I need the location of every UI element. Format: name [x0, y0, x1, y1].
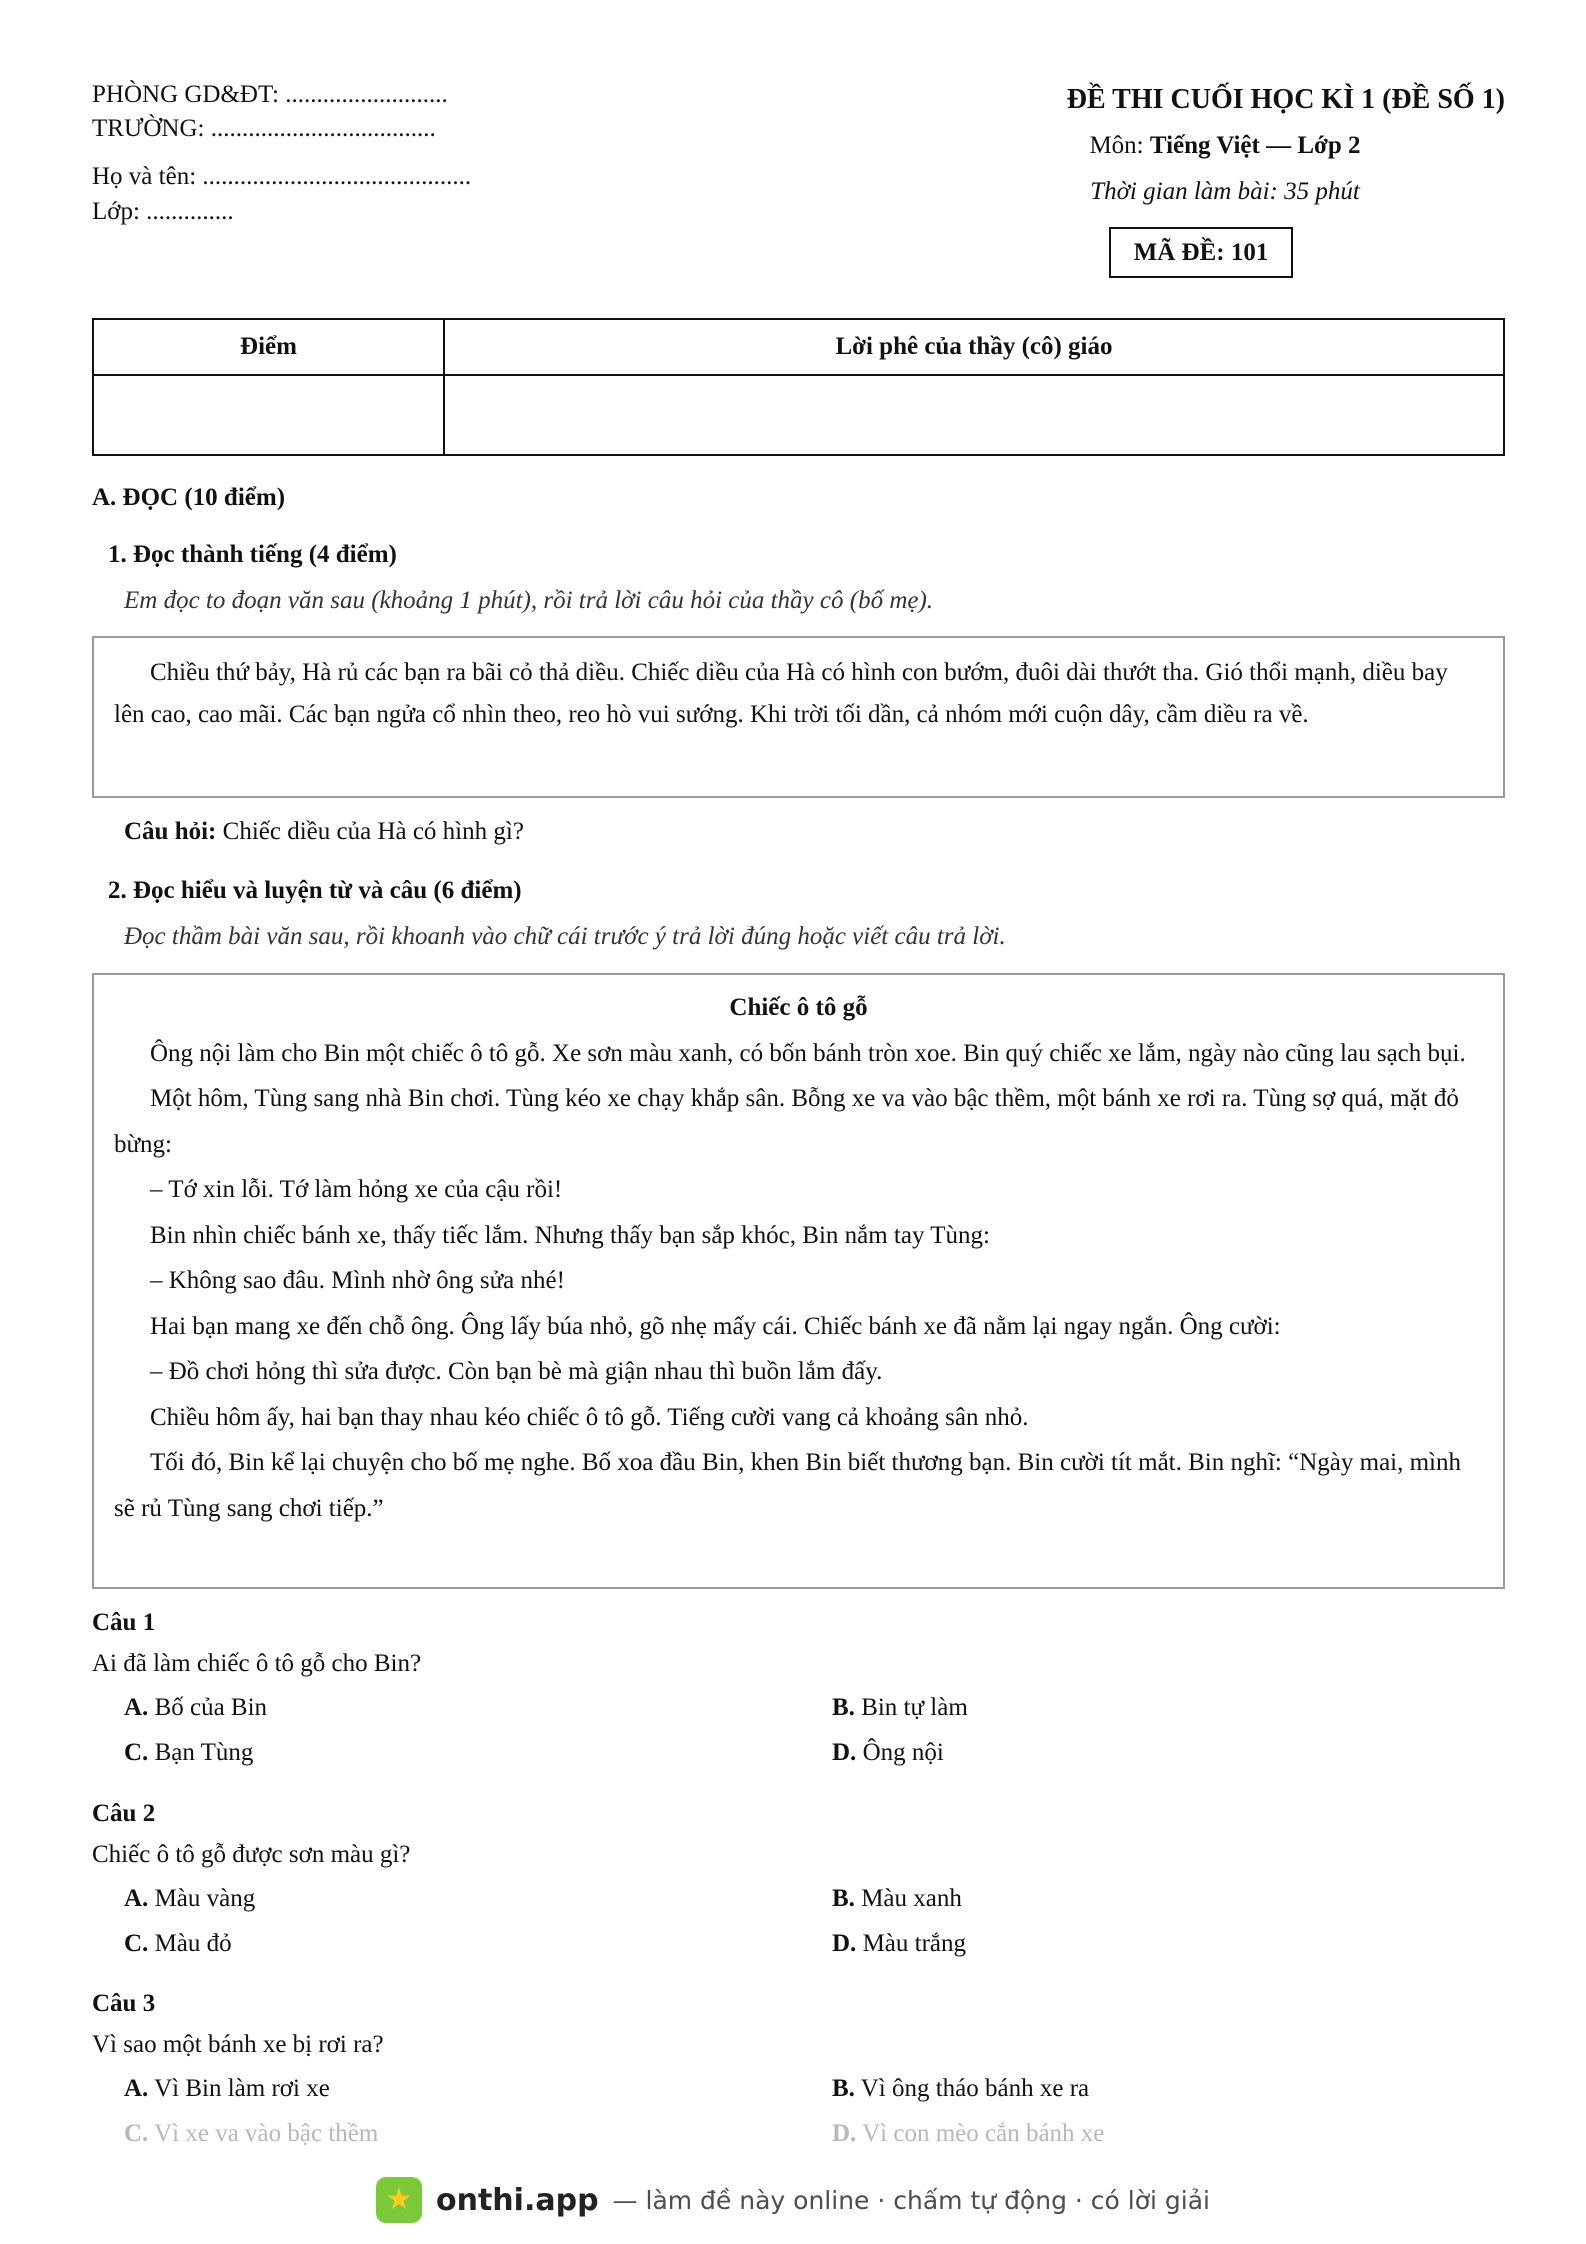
story-paragraph: Ông nội làm cho Bin một chiếc ô tô gỗ. Xe sơn màu xanh, có bốn bánh tròn xoe. Bin quý chiếc xe lắm, ngày nào cũng lau sạch bụi.	[150, 1039, 1466, 1067]
option-row	[92, 1685, 1505, 1730]
option-b[interactable]	[832, 2066, 1089, 2111]
story-paragraph: – Không sao đâu. Mình nhờ ông sửa nhé!	[150, 1267, 565, 1294]
option-text: Bạn Tùng	[148, 1739, 254, 1766]
score-table	[92, 318, 1505, 456]
option-row	[92, 1876, 1505, 1921]
option-letter: C.	[124, 1739, 149, 1766]
subject-line	[945, 132, 1505, 160]
option-row	[92, 2066, 1505, 2111]
option-c[interactable]	[124, 1730, 253, 1775]
option-row	[92, 1921, 1505, 1966]
story-paragraph: Bin nhìn chiếc bánh xe, thấy tiếc lắm. Nhưng thấy bạn sắp khóc, Bin nắm tay Tùng:	[150, 1221, 990, 1249]
question-text: Ai đã làm chiếc ô tô gỗ cho Bin?	[92, 1650, 422, 1677]
story-paragraph: – Đồ chơi hỏng thì sửa được. Còn bạn bè mà giận nhau thì buồn lắm đấy.	[150, 1358, 883, 1385]
question-label: Câu 3	[92, 1990, 156, 2017]
option-d[interactable]	[832, 2111, 1104, 2156]
part1-question	[124, 818, 524, 846]
question-text: Chiếc diều của Hà có hình gì?	[216, 818, 524, 845]
score-cell[interactable]	[93, 375, 444, 455]
story-paragraph: – Tớ xin lỗi. Tớ làm hỏng xe của cậu rồi!	[150, 1176, 563, 1203]
option-c[interactable]	[124, 2111, 378, 2156]
option-letter: D.	[832, 2120, 857, 2147]
story-box	[92, 973, 1505, 1589]
option-text: Bố của Bin	[148, 1694, 268, 1721]
option-letter: A.	[124, 2075, 149, 2102]
subject-label: Môn:	[1089, 132, 1150, 159]
story-paragraph: Một hôm, Tùng sang nhà Bin chơi. Tùng kéo xe chạy khắp sân. Bỗng xe va vào bậc thềm, một bánh xe rơi ra. Tùng sợ quá, mặt đỏ bừng:	[114, 1085, 1459, 1158]
story-paragraph: Hai bạn mang xe đến chỗ ông. Ông lấy búa nhỏ, gõ nhẹ mấy cái. Chiếc bánh xe đã nằm lại ngay ngắn. Ông cười:	[150, 1312, 1281, 1340]
option-letter: B.	[832, 2075, 855, 2102]
option-text: Bin tự làm	[854, 1694, 968, 1721]
option-text: Màu xanh	[854, 1885, 962, 1912]
option-a[interactable]	[124, 1876, 255, 1921]
option-b[interactable]	[832, 1685, 968, 1730]
score-header: Điểm	[93, 319, 444, 375]
part2-instruction: Đọc thầm bài văn sau, rồi khoanh vào chữ cái trước ý trả lời đúng hoặc viết câu trả lời.	[124, 923, 1006, 950]
question-text: Vì sao một bánh xe bị rơi ra?	[92, 2031, 384, 2058]
question-2	[92, 1794, 1505, 1966]
name-field: Họ và tên: ...........................................	[92, 163, 472, 190]
exam-title: ĐỀ THI CUỐI HỌC KÌ 1 (ĐỀ SỐ 1)	[1066, 84, 1505, 115]
story-paragraph: Chiều hôm ấy, hai bạn thay nhau kéo chiếc ô tô gỗ. Tiếng cười vang cả khoảng sân nhỏ.	[150, 1403, 1029, 1431]
part2-title: 2. Đọc hiểu và luyện từ và câu (6 điểm)	[108, 877, 522, 904]
option-b[interactable]	[832, 1876, 962, 1921]
option-row	[92, 1730, 1505, 1775]
question-label: Câu hỏi:	[124, 818, 217, 845]
option-text: Màu vàng	[148, 1885, 256, 1912]
section-a-title: A. ĐỌC (10 điểm)	[92, 484, 286, 511]
option-a[interactable]	[124, 2066, 330, 2111]
class-field: Lớp: ..............	[92, 198, 234, 225]
question-3	[92, 1984, 1505, 2156]
school-field: TRƯỜNG: ....................................	[92, 115, 436, 142]
option-letter: D.	[832, 1930, 857, 1957]
promo-link[interactable]	[376, 2170, 1210, 2230]
question-label: Câu 2	[92, 1800, 156, 1827]
promo-footer[interactable]	[0, 2170, 1586, 2230]
star-icon: ★	[376, 2177, 422, 2223]
option-letter: B.	[832, 1694, 855, 1721]
option-letter: C.	[124, 2120, 149, 2147]
question-label: Câu 1	[92, 1609, 156, 1636]
option-text: Ông nội	[856, 1739, 944, 1766]
option-text: Vì Bin làm rơi xe	[148, 2075, 330, 2102]
part1-title: 1. Đọc thành tiếng (4 điểm)	[108, 541, 397, 568]
story-title: Chiếc ô tô gỗ	[729, 994, 868, 1021]
question-1	[92, 1603, 1505, 1775]
option-text: Vì ông tháo bánh xe ra	[854, 2075, 1090, 2102]
option-text: Màu đỏ	[148, 1930, 232, 1957]
option-row	[92, 2111, 1505, 2156]
part1-passage: Chiều thứ bảy, Hà rủ các bạn ra bãi cỏ thả diều. Chiếc diều của Hà có hình con bướm, đuôi dài thướt tha. Gió thổi mạnh, diều bay lên cao, cao mãi. Các bạn ngửa cổ nhìn theo, reo hò vui sướng. Khi trời tối dần, cả nhóm mới cuộn dây, cầm diều ra về.	[114, 659, 1448, 728]
option-letter: A.	[124, 1885, 149, 1912]
option-letter: A.	[124, 1694, 149, 1721]
option-a[interactable]	[124, 1685, 267, 1730]
dept-field: PHÒNG GD&ĐT: ..........................	[92, 81, 448, 108]
duration: Thời gian làm bài: 35 phút	[1090, 178, 1360, 205]
option-text: Vì xe va vào bậc thềm	[148, 2120, 379, 2147]
exam-code-box: MÃ ĐỀ: 101	[1109, 227, 1293, 278]
option-d[interactable]	[832, 1730, 944, 1775]
comment-cell[interactable]	[444, 375, 1504, 455]
option-letter: C.	[124, 1930, 149, 1957]
promo-tagline: — làm đề này online · chấm tự động · có lời giải	[612, 2185, 1210, 2215]
option-c[interactable]	[124, 1921, 232, 1966]
question-text: Chiếc ô tô gỗ được sơn màu gì?	[92, 1841, 411, 1868]
part1-instruction: Em đọc to đoạn văn sau (khoảng 1 phút), rồi trả lời câu hỏi của thầy cô (bố mẹ).	[124, 587, 934, 614]
story-paragraph: Tối đó, Bin kể lại chuyện cho bố mẹ nghe. Bố xoa đầu Bin, khen Bin biết thương bạn. Bin cười tít mắt. Bin nghĩ: “Ngày mai, mình sẽ rủ Tùng sang chơi tiếp.”	[114, 1449, 1461, 1522]
option-d[interactable]	[832, 1921, 966, 1966]
comment-header: Lời phê của thầy (cô) giáo	[444, 319, 1504, 375]
option-text: Vì con mèo cắn bánh xe	[856, 2120, 1105, 2147]
brand-name[interactable]: onthi.app	[436, 2182, 599, 2218]
option-letter: D.	[832, 1739, 857, 1766]
option-text: Màu trắng	[856, 1930, 967, 1957]
subject-value: Tiếng Việt — Lớp 2	[1149, 132, 1361, 159]
option-letter: B.	[832, 1885, 855, 1912]
part1-passage-box	[92, 636, 1505, 798]
exam-page	[92, 0, 1505, 2244]
